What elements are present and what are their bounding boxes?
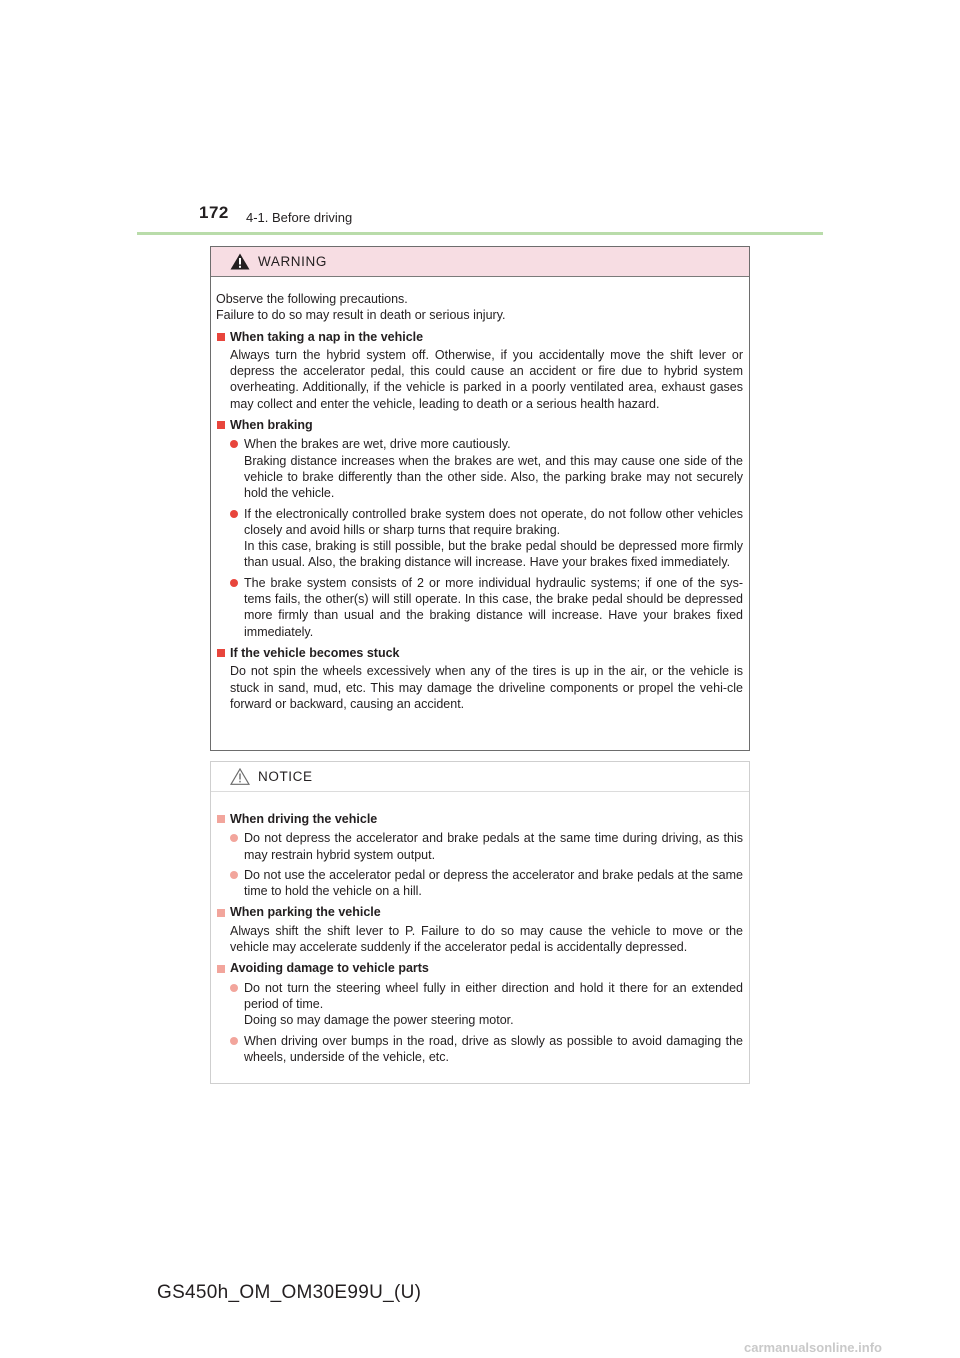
circle-bullet-icon: [230, 510, 238, 518]
notice-triangle-icon: [230, 768, 250, 785]
intro-line: Observe the following precautions.: [216, 292, 408, 306]
circle-bullet-icon: [230, 871, 238, 879]
notice-header: [211, 762, 749, 792]
square-bullet-icon: [217, 333, 225, 341]
section-heading: When parking the vehicle: [216, 904, 743, 920]
page-header: [0, 0, 960, 240]
list-item: Do not use the accelerator pedal or depress the accelerator and brake pedals at the same time to hold the vehicle on a hill.: [230, 867, 743, 900]
list-item: Do not turn the steering wheel fully in either direction and hold it there for an extended period of time. Doing so may damage the power steering motor.: [230, 980, 743, 1029]
section-heading: When taking a nap in the vehicle: [216, 329, 743, 345]
circle-bullet-icon: [230, 984, 238, 992]
circle-bullet-icon: [230, 440, 238, 448]
warning-body: [211, 277, 749, 712]
square-bullet-icon: [217, 649, 225, 657]
list-item: Do not depress the accelerator and brake pedals at the same time during driving, as this may restrain hybrid system output.: [230, 830, 743, 863]
notice-title: NOTICE: [258, 769, 313, 784]
warning-triangle-icon: [230, 253, 250, 270]
warning-intro: [216, 291, 743, 324]
document-code: GS450h_OM_OM30E99U_(U): [157, 1282, 422, 1303]
notice-body: [211, 792, 749, 1065]
square-bullet-icon: [217, 815, 225, 823]
list-item: If the electronically controlled brake system does not operate, do not follow other vehicles closely and avoid hills or sharp turns that require braking. In this case, braking is still possible, but the brake pedal should be depressed more firmly than usual. Also, the braking distance will increase. Have your brakes fixed immediately.: [230, 506, 743, 571]
section-paragraph: Always shift the shift lever to P. Failure to do so may cause the vehicle to move or the vehicle may accelerate suddenly if the accelerator pedal is accidentally depressed.: [230, 923, 743, 955]
square-bullet-icon: [217, 421, 225, 429]
square-bullet-icon: [217, 909, 225, 917]
watermark: carmanualsonline.info: [744, 1340, 882, 1355]
warning-box: [210, 246, 750, 751]
circle-bullet-icon: [230, 834, 238, 842]
intro-line: Failure to do so may result in death or serious injury.: [216, 308, 506, 323]
section-paragraph: Do not spin the wheels excessively when any of the tires is up in the air, or the vehicle is stuck in sand, mud, etc. This may damage the driveline components or propel the vehi-cle forward or backward, causing an accident.: [230, 664, 743, 711]
list-item: When driving over bumps in the road, drive as slowly as possible to avoid damaging the wheels, underside of the vehicle, etc.: [230, 1033, 743, 1066]
circle-bullet-icon: [230, 1037, 238, 1045]
warning-title: WARNING: [258, 254, 327, 269]
list-item: When the brakes are wet, drive more cautiously. Braking distance increases when the brakes are wet, and this may cause one side of the vehicle to brake differently than the other side. Also, the parking brake may not securely hold the vehicle.: [230, 436, 743, 501]
section-heading: When driving the vehicle: [216, 811, 743, 827]
circle-bullet-icon: [230, 579, 238, 587]
square-bullet-icon: [217, 965, 225, 973]
section-heading: If the vehicle becomes stuck: [216, 645, 743, 661]
section-heading: When braking: [216, 417, 743, 433]
page-number: 172: [199, 203, 229, 222]
header-divider: [137, 232, 823, 235]
section-paragraph: Always turn the hybrid system off. Otherwise, if you accidentally move the shift lever or depress the accelerator pedal, this could cause an accident or fire due to hybrid system overheating. Additionally, if the vehicle is parked in a poorly ventilated area, exhaust gases may collect and enter the vehicle, leading to death or a serious health hazard.: [230, 347, 743, 411]
list-item: The brake system consists of 2 or more individual hydraulic systems; if one of the sys-tems fails, the other(s) will still operate. In this case, the brake pedal should be depressed more firmly than usual and the braking distance will increase. Have your brakes fixed immediately.: [230, 575, 743, 640]
section-heading: Avoiding damage to vehicle parts: [216, 960, 743, 976]
notice-box: [210, 761, 750, 1084]
section-title: 4-1. Before driving: [246, 210, 353, 225]
warning-header: [211, 247, 749, 277]
